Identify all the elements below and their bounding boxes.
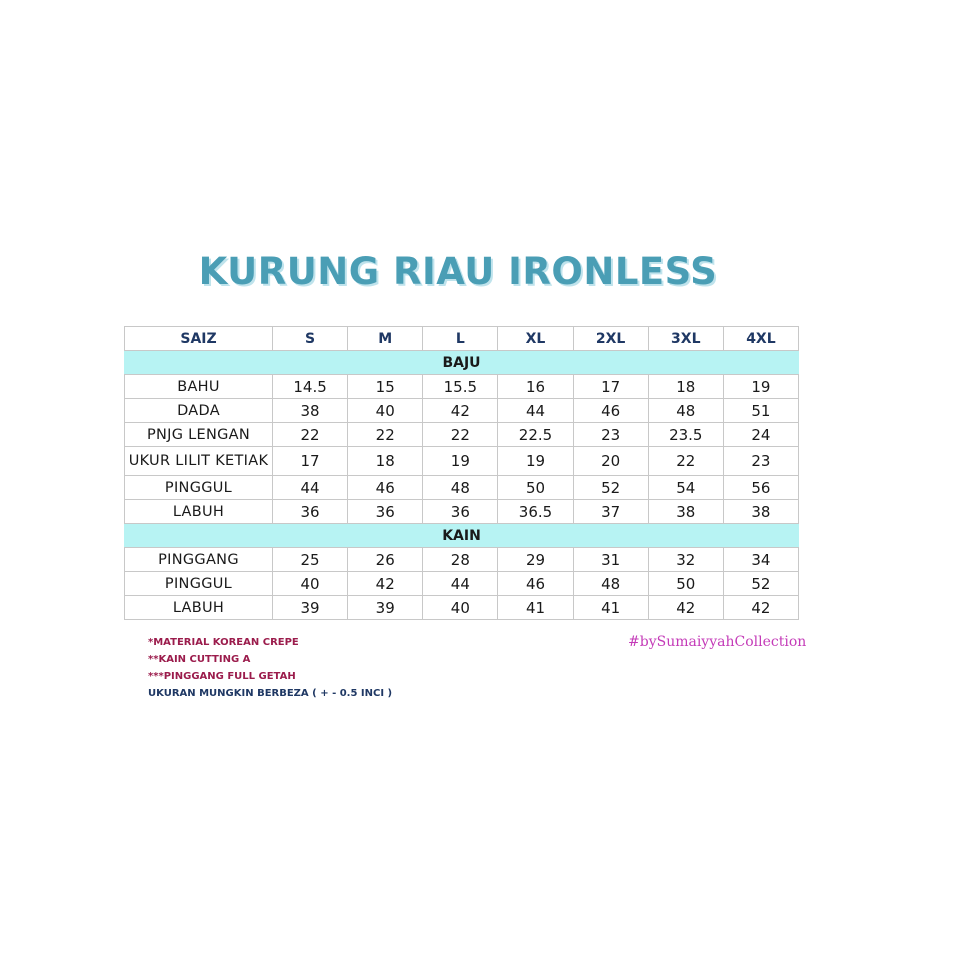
table-cell: 22 <box>273 423 348 447</box>
table-cell: 19 <box>723 375 798 399</box>
table-cell: 39 <box>273 596 348 620</box>
table-row <box>125 500 799 524</box>
table-row <box>125 548 799 572</box>
table-cell: 44 <box>423 572 498 596</box>
table-cell: 15 <box>348 375 423 399</box>
table-row <box>125 423 799 447</box>
note-material: *MATERIAL KOREAN CREPE <box>148 637 299 648</box>
table-cell: 18 <box>348 447 423 476</box>
table-header-row <box>125 327 799 351</box>
table-cell: 46 <box>348 476 423 500</box>
section-title: BAJU <box>125 351 799 375</box>
table-cell: 17 <box>273 447 348 476</box>
table-cell: 44 <box>498 399 573 423</box>
table-cell: 52 <box>573 476 648 500</box>
table-cell: 22.5 <box>498 423 573 447</box>
table-row <box>125 572 799 596</box>
table-cell: 46 <box>498 572 573 596</box>
header-cell: 2XL <box>573 327 648 351</box>
table-cell: 36 <box>423 500 498 524</box>
row-label: BAHU <box>125 375 273 399</box>
row-label: UKUR LILIT KETIAK <box>125 447 273 476</box>
table-cell: 29 <box>498 548 573 572</box>
table-cell: 18 <box>648 375 723 399</box>
header-cell: SAIZ <box>125 327 273 351</box>
table-cell: 19 <box>498 447 573 476</box>
page-title: KURUNG RIAU IRONLESS <box>198 250 718 293</box>
table-cell: 38 <box>273 399 348 423</box>
table-cell: 23 <box>573 423 648 447</box>
table-cell: 19 <box>423 447 498 476</box>
note-waist: ***PINGGANG FULL GETAH <box>148 671 296 682</box>
row-label: LABUH <box>125 500 273 524</box>
row-label: PNJG LENGAN <box>125 423 273 447</box>
table-cell: 41 <box>573 596 648 620</box>
table-cell: 23 <box>723 447 798 476</box>
table-cell: 40 <box>348 399 423 423</box>
section-row-kain <box>125 524 799 548</box>
header-cell: S <box>273 327 348 351</box>
table-cell: 56 <box>723 476 798 500</box>
table-cell: 28 <box>423 548 498 572</box>
table-cell: 26 <box>348 548 423 572</box>
brand-hashtag: #bySumaiyyahCollection <box>628 634 807 650</box>
table-cell: 17 <box>573 375 648 399</box>
table-cell: 40 <box>273 572 348 596</box>
table-cell: 44 <box>273 476 348 500</box>
table-cell: 23.5 <box>648 423 723 447</box>
table-cell: 24 <box>723 423 798 447</box>
table-row <box>125 399 799 423</box>
header-cell: 3XL <box>648 327 723 351</box>
row-label: PINGGUL <box>125 572 273 596</box>
table-cell: 50 <box>498 476 573 500</box>
table-cell: 40 <box>423 596 498 620</box>
table-cell: 22 <box>648 447 723 476</box>
table-cell: 31 <box>573 548 648 572</box>
table-row <box>125 476 799 500</box>
table-cell: 14.5 <box>273 375 348 399</box>
table-cell: 48 <box>648 399 723 423</box>
table-cell: 25 <box>273 548 348 572</box>
table-cell: 42 <box>648 596 723 620</box>
section-title: KAIN <box>125 524 799 548</box>
row-label: PINGGANG <box>125 548 273 572</box>
table-cell: 48 <box>423 476 498 500</box>
header-cell: L <box>423 327 498 351</box>
section-row-baju <box>125 351 799 375</box>
row-label: DADA <box>125 399 273 423</box>
table-row <box>125 596 799 620</box>
table-cell: 42 <box>348 572 423 596</box>
table-cell: 39 <box>348 596 423 620</box>
table-cell: 37 <box>573 500 648 524</box>
row-label: PINGGUL <box>125 476 273 500</box>
table-cell: 52 <box>723 572 798 596</box>
table-cell: 32 <box>648 548 723 572</box>
header-cell: XL <box>498 327 573 351</box>
table-cell: 38 <box>723 500 798 524</box>
table-cell: 16 <box>498 375 573 399</box>
table-cell: 36 <box>348 500 423 524</box>
table-cell: 20 <box>573 447 648 476</box>
table-cell: 34 <box>723 548 798 572</box>
header-cell: M <box>348 327 423 351</box>
table-row <box>125 375 799 399</box>
table-cell: 22 <box>423 423 498 447</box>
note-cutting: **KAIN CUTTING A <box>148 654 251 665</box>
size-chart-table <box>124 326 799 620</box>
table-row <box>125 447 799 476</box>
table-cell: 54 <box>648 476 723 500</box>
table-cell: 38 <box>648 500 723 524</box>
table-cell: 51 <box>723 399 798 423</box>
table-cell: 42 <box>423 399 498 423</box>
notes-block <box>148 634 392 702</box>
table-cell: 15.5 <box>423 375 498 399</box>
row-label: LABUH <box>125 596 273 620</box>
table-cell: 36.5 <box>498 500 573 524</box>
table-cell: 36 <box>273 500 348 524</box>
table-cell: 41 <box>498 596 573 620</box>
table-cell: 50 <box>648 572 723 596</box>
table-cell: 46 <box>573 399 648 423</box>
header-cell: 4XL <box>723 327 798 351</box>
table-cell: 42 <box>723 596 798 620</box>
table-cell: 48 <box>573 572 648 596</box>
table-cell: 22 <box>348 423 423 447</box>
note-size-variance: UKURAN MUNGKIN BERBEZA ( + - 0.5 INCI ) <box>148 688 393 699</box>
